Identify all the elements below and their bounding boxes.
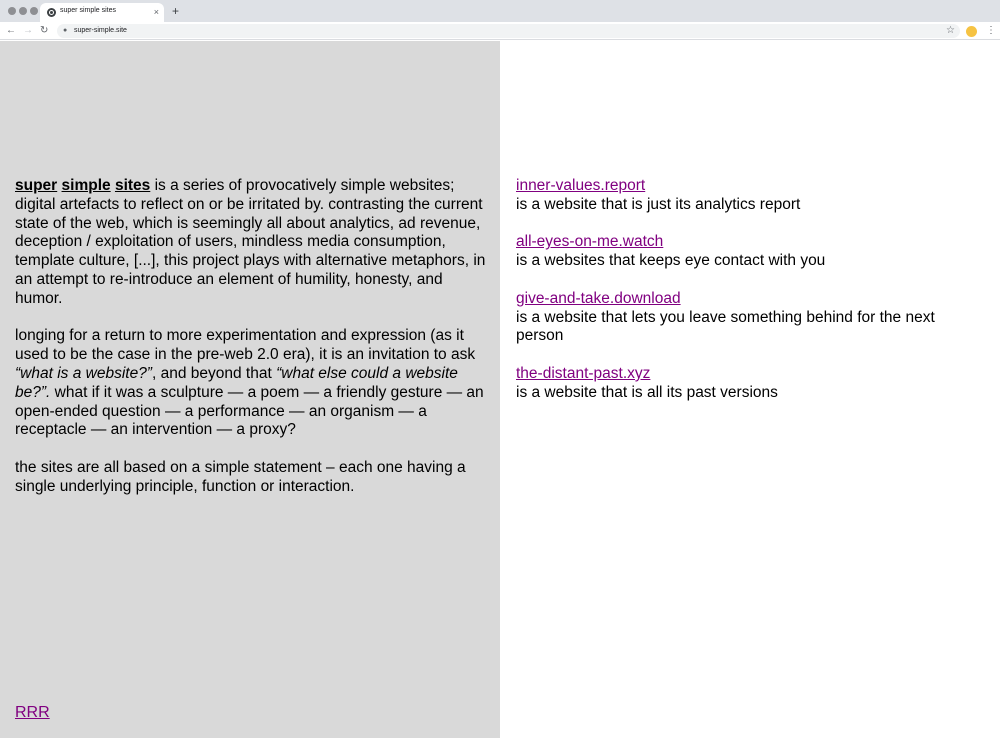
- site-link-inner-values[interactable]: inner-values.report: [516, 177, 646, 194]
- intro-panel: [0, 41, 500, 738]
- profile-avatar-icon[interactable]: [966, 26, 977, 37]
- tab-title: super simple sites: [60, 7, 117, 14]
- browser-tab[interactable]: [40, 3, 164, 22]
- list-item: [516, 233, 986, 271]
- back-arrow-icon[interactable]: ←: [6, 25, 16, 36]
- intro-p2-start: longing for a return to more experimentation and expression (as it used to be the case in the pre-web 2.0 era), it is an invitation to ask: [15, 327, 476, 364]
- lock-icon: ●: [63, 27, 68, 34]
- bookmark-star-icon[interactable]: ☆: [946, 25, 955, 36]
- intro-paragraph-1-text: is a series of provocatively simple websites; digital artefacts to reflect on or be irritated by. contrasting the current state of the web, which is seemingly all about analytics, ad revenue, deception / exploitation of users, mindless media consumption, template culture, [...], this project plays with alternative metaphors, in an attempt to re-introduce an element of humility, honesty, and humor.: [15, 177, 486, 307]
- site-link-the-distant-past[interactable]: the-distant-past.xyz: [516, 364, 651, 382]
- tab-close-icon[interactable]: ×: [153, 7, 159, 17]
- intro-paragraph-1: [15, 177, 490, 309]
- sites-panel: [500, 41, 1000, 738]
- site-description: is a website that is all its past versions: [516, 383, 778, 401]
- intro-paragraph-3: the sites are all based on a simple statement – each one having a single underlying principle, function or interaction.: [15, 458, 466, 495]
- browser-toolbar: [0, 22, 1000, 40]
- intro-p2-end: what if it was a sculpture — a poem — a friendly gesture — an open-ended question — a performance — an organism — a receptacle — an intervention — a proxy?: [15, 383, 484, 439]
- url-text[interactable]: super-simple.site: [74, 27, 127, 34]
- list-item: [516, 177, 986, 215]
- browser-menu-icon[interactable]: ⋮: [986, 25, 996, 36]
- intro-paragraph-2: [15, 327, 490, 440]
- address-bar[interactable]: [57, 24, 960, 38]
- list-item: [516, 290, 986, 346]
- forward-arrow-icon[interactable]: →: [23, 25, 33, 36]
- rrr-link[interactable]: RRR: [15, 704, 50, 721]
- site-link-give-and-take[interactable]: give-and-take.download: [516, 289, 681, 307]
- browser-tab-bar: [0, 0, 1000, 22]
- new-tab-icon[interactable]: +: [172, 4, 180, 18]
- site-list: [516, 177, 986, 421]
- intro-p2-mid: , and beyond that: [151, 364, 277, 382]
- globe-icon: [47, 8, 56, 17]
- intro-p2-question-2: “what else could a website be?”.: [15, 364, 458, 401]
- site-link-all-eyes-on-me[interactable]: all-eyes-on-me.watch: [516, 233, 664, 251]
- site-description: is a websites that keeps eye contact with you: [516, 252, 826, 270]
- site-description: is a website that is just its analytics report: [516, 195, 801, 213]
- intro-text: [15, 177, 490, 515]
- title-link-simple[interactable]: simple: [61, 177, 111, 194]
- window-close-icon[interactable]: [8, 7, 16, 15]
- intro-p2-question-1: “what is a website?”: [15, 364, 152, 382]
- title-link-sites[interactable]: sites: [114, 177, 151, 194]
- site-description: is a website that lets you leave something behind for the next person: [516, 308, 935, 345]
- window-minimize-icon[interactable]: [19, 7, 27, 15]
- list-item: [516, 365, 986, 403]
- title-link-super[interactable]: super: [15, 177, 58, 194]
- reload-icon[interactable]: ↻: [40, 25, 49, 36]
- window-maximize-icon[interactable]: [30, 7, 38, 15]
